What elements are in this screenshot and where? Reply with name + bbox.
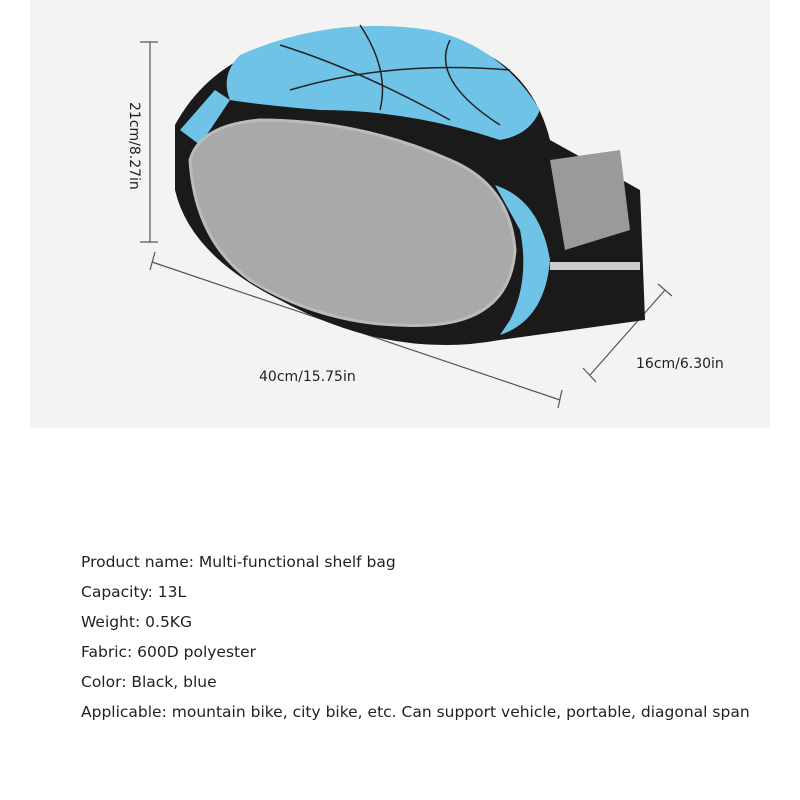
spec-fabric: Fabric: 600D polyester bbox=[81, 643, 257, 661]
spec-product-name: Product name: Multi-functional shelf bag bbox=[81, 553, 396, 571]
depth-label: 16cm/6.30in bbox=[636, 356, 724, 372]
spec-color: Color: Black, blue bbox=[81, 673, 217, 691]
height-label: 21cm/8.27in bbox=[126, 102, 142, 190]
length-label: 40cm/15.75in bbox=[259, 369, 356, 385]
spec-list bbox=[81, 547, 750, 727]
reflective-strip bbox=[550, 262, 640, 270]
spec-applicable: Applicable: mountain bike, city bike, etc. Can support vehicle, portable, diagonal span bbox=[81, 703, 750, 721]
spec-weight: Weight: 0.5KG bbox=[81, 613, 192, 631]
spec-capacity: Capacity: 13L bbox=[81, 583, 187, 601]
